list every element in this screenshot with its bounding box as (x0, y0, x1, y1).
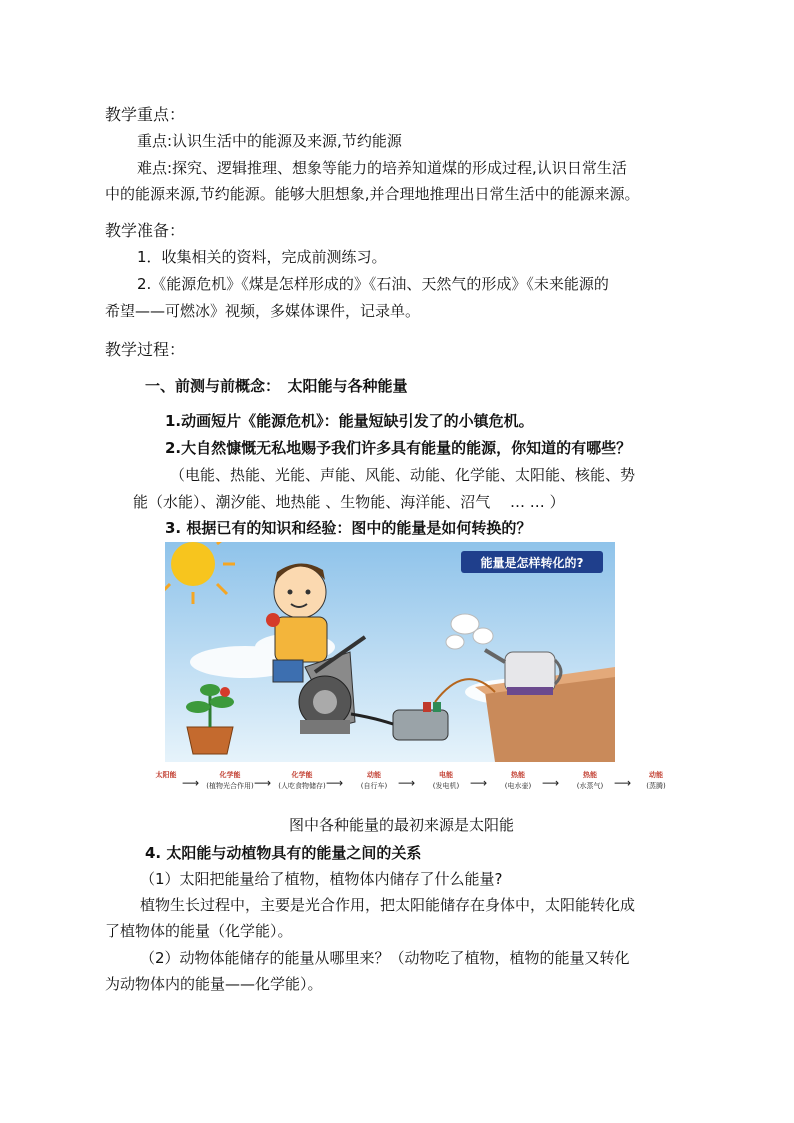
chain-node-energy: 太阳能 (155, 771, 177, 779)
chain-node-energy: 化学能 (219, 771, 241, 779)
chain-node-energy: 电能 (439, 771, 453, 779)
chain-node (632, 770, 680, 792)
chain-node-energy: 动能 (367, 771, 381, 779)
energy-conversion-illustration (165, 542, 615, 762)
heading-teaching-process: 教学过程： (105, 340, 186, 359)
para-3-line-1: （2）动物体能储存的能量从哪里来？（动物吃了植物，植物的能量又转化 (140, 949, 630, 967)
question-3: 3. 根据已有的知识和经验：图中的能量是如何转换的？ (165, 519, 532, 537)
chain-node-energy: 热能 (583, 771, 597, 779)
difficulty-line-2: 中的能源来源,节约能源。能够大胆想象,并合理地推理出日常生活中的能源来源。 (105, 185, 640, 203)
chain-node-source: (植物光合作用) (206, 782, 254, 790)
figure-caption: 图中各种能量的最初来源是太阳能 (289, 816, 515, 834)
chain-arrow-icon: ⟶ (614, 776, 632, 790)
para-3-line-2: 为动物体内的能量——化学能）。 (105, 975, 323, 993)
chain-node (278, 770, 326, 792)
heading-teaching-focus: 教学重点： (105, 105, 186, 124)
chain-node-energy: 热能 (511, 771, 525, 779)
chain-node-source: (蒸腾) (646, 782, 666, 790)
para-2-line-2: 了植物体的能量（化学能）。 (105, 922, 293, 940)
chain-arrow-icon: ⟶ (326, 776, 344, 790)
difficulty-line-1: 难点:探究、逻辑推理、想象等能力的培养知道煤的形成过程,认识日常生活 (137, 159, 627, 177)
banner-text: 能量是怎样转化的? (480, 556, 584, 570)
chain-node-source: (发电机) (432, 782, 460, 790)
chain-arrow-icon: ⟶ (182, 776, 200, 790)
chain-node (350, 770, 398, 792)
chain-node (206, 770, 254, 792)
para-1: （1）太阳把能量给了植物，植物体内储存了什么能量? (140, 870, 503, 888)
question-4: 4. 太阳能与动植物具有的能量之间的关系 (145, 844, 422, 862)
chain-node-source: (自行车) (360, 782, 388, 790)
energy-chain (142, 770, 682, 806)
chain-node-source: (人吃食物储存) (278, 782, 326, 790)
answer-2-line-1: （电能、热能、光能、声能、风能、动能、化学能、太阳能、核能、势 (170, 466, 636, 484)
focus-line: 重点:认识生活中的能源及来源,节约能源 (137, 132, 402, 150)
prep-item-1: 1．收集相关的资料，完成前测练习。 (137, 248, 387, 266)
chain-arrow-icon: ⟶ (398, 776, 416, 790)
prep-item-2-line-1: 2.《能源危机》《煤是怎样形成的》《石油、天然气的形成》《未来能源的 (137, 275, 609, 293)
chain-arrow-icon: ⟶ (542, 776, 560, 790)
chain-node (494, 770, 542, 792)
chain-node-energy: 化学能 (291, 771, 313, 779)
heading-teaching-prep: 教学准备： (105, 221, 186, 240)
chain-node (566, 770, 614, 792)
section-1-title: 一、前测与前概念： 太阳能与各种能量 (145, 377, 408, 395)
question-1: 1.动画短片《能源危机》：能量短缺引发了的小镇危机。 (165, 412, 534, 430)
chain-node (422, 770, 470, 792)
prep-item-2-line-2: 希望——可燃冰》视频，多媒体课件，记录单。 (105, 302, 421, 320)
para-2-line-1: 植物生长过程中，主要是光合作用，把太阳能储存在身体中，太阳能转化成 (140, 896, 636, 914)
chain-arrow-icon: ⟶ (254, 776, 272, 790)
chain-node-source: (水蒸气) (576, 782, 604, 790)
question-2: 2.大自然慷慨无私地赐予我们许多具有能量的能源，你知道的有哪些？ (165, 439, 632, 457)
answer-2-line-2: 能（水能）、潮汐能、地热能 、生物能、海洋能、沼气 … … ） (133, 493, 565, 511)
chain-node-energy: 动能 (649, 771, 663, 779)
chain-arrow-icon: ⟶ (470, 776, 488, 790)
chain-node-source: (电水壶) (504, 782, 532, 790)
